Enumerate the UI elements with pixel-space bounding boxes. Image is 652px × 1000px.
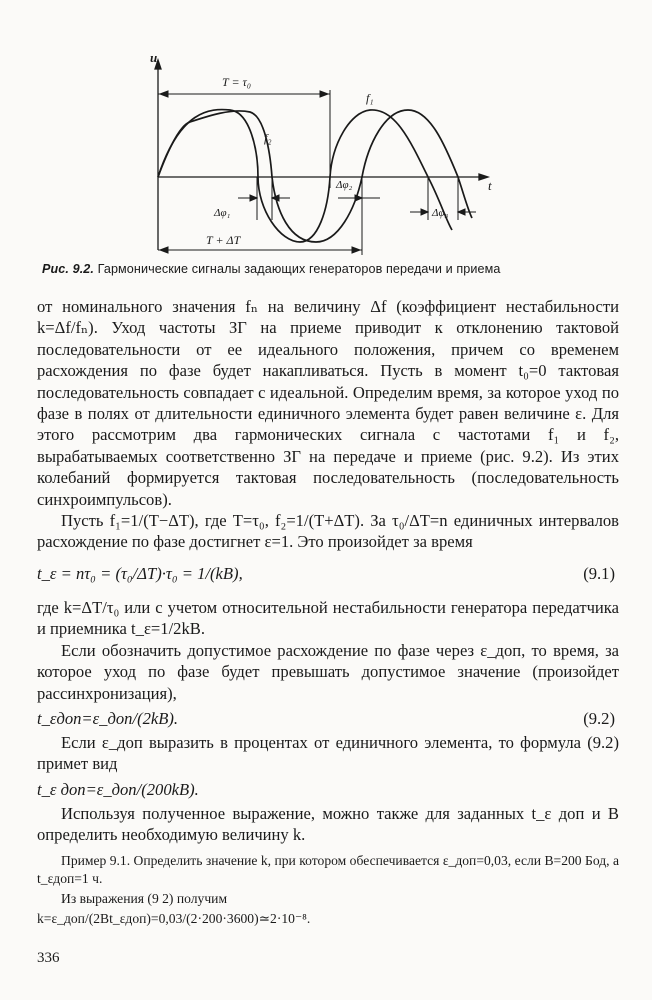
caption-label: Рис. 9.2.: [42, 262, 95, 276]
period-plus-label: T + ΔT: [206, 233, 241, 247]
t-axis-arrow: [479, 174, 488, 180]
equation-number-9-1: (9.1): [583, 563, 615, 583]
paragraph-5: Если ε_доп выразить в процентах от единичного элемента, то формула (9.2) примет вид: [37, 732, 619, 774]
paragraph-4: Если обозначить допустимое расхождение по фазе через ε_доп, то время, за которое уход по фазе будет превышать допустимое значение (произойдет рассинхронизация),: [37, 640, 619, 703]
caption-text: Гармонические сигналы задающих генераторов передачи и приема: [97, 262, 501, 276]
formula-percent-expression: t_ε доп=ε_доп/(200kB).: [37, 779, 199, 799]
u-axis-label: u: [150, 50, 158, 65]
body-text: [37, 296, 619, 928]
example-9-1: Пример 9.1. Определить значение k, при котором обеспечивается ε_доп=0,03, если B=200 Бод, а t_εдоп=1 ч.: [37, 852, 619, 886]
example-result: k=ε_доп/(2Bt_εдоп)=0,03/(2·200·3600)≃2·10⁻⁸.: [37, 910, 311, 926]
f1-curve: [158, 110, 452, 242]
figure-caption: [42, 262, 622, 276]
f1-label: f₁: [366, 91, 374, 105]
dphi3-label: Δφ₃: [432, 207, 449, 219]
t-axis-label: t: [488, 178, 492, 193]
formula-9-1: [37, 555, 619, 595]
formula-9-1-expression: t_ε = nτ₀ = (τ₀/ΔT)·τ₀ = 1/(kB),: [37, 563, 243, 583]
formula-9-2-expression: t_εдоп=ε_доп/(2kB).: [37, 708, 179, 728]
paragraph-6: Используя полученное выражение, можно также для заданных t_ε доп и B определить необходимую величину k.: [37, 803, 619, 845]
paragraph-1: от номинального значения fₙ на величину Δf (коэффициент нестабильности k=Δf/fₙ). Уход частоты ЗГ на приеме приводит к отклонению тактовой последовательности от ее идеального положения, причем со временем расхождения по фазе будет накапливаться. Пусть в момент t₀=0 тактовая последовательность совпадает с идеальной. Определим время, за которое уход по фазе в полях от длительности единичного элемента будет равен величине ε. Для этого рассмотрим два гармонических сигнала с частотами f₁ и f₂, вырабатываемых соответственно ЗГ на передаче и приеме (рис. 9.2). Из этих колебаний формируется тактовая последовательность (последовательность синхроимпульсов).: [37, 297, 619, 509]
harmonic-signals-figure: [140, 50, 510, 265]
period-marker: [158, 91, 330, 97]
paragraph-3: где k=ΔT/τ₀ или с учетом относительной нестабильности генератора передатчика и приемника t_ε=1/2kB.: [37, 597, 619, 639]
equation-number-9-2: (9.2): [583, 708, 615, 728]
example-derivation: Из выражения (9 2) получим: [61, 890, 228, 906]
f2-label: f₂: [264, 131, 272, 145]
period-label: T = τ₀: [222, 75, 252, 89]
formula-percent: [37, 775, 619, 803]
paragraph-2: Пусть f₁=1/(T−ΔT), где T=τ₀, f₂=1/(T+ΔT). За τ₀/ΔT=n единичных интервалов расхождение по фазе достигнет ε=1. Это произойдет за время: [37, 511, 619, 552]
formula-9-2: [37, 704, 619, 732]
dphi1-label: Δφ₁: [214, 207, 231, 219]
page-number: 336: [37, 950, 60, 966]
dphi2-label: Δφ₂: [336, 179, 353, 191]
f2-curve: [158, 110, 472, 242]
period-plus-marker: [158, 247, 362, 253]
